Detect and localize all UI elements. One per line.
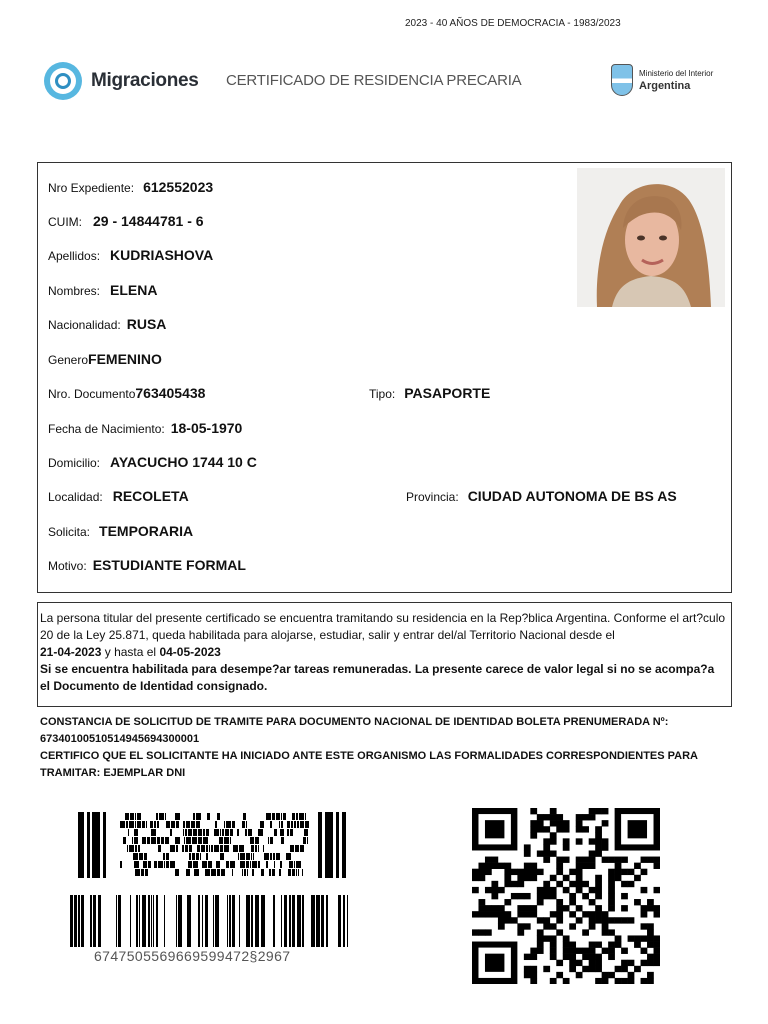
cuim-value: 29 - 14844781 - 6 (93, 213, 204, 229)
provincia-label: Provincia: (406, 490, 459, 504)
motivo-label: Motivo: (48, 559, 87, 573)
notice-bold: Si se encuentra habilitada para desempe?ar tareas remuneradas. La presente carece de valor legal si no se acompa?a el Documento de Identidad consignado. (40, 662, 715, 693)
solicita-label: Solicita: (48, 525, 91, 539)
genero-label: Genero (48, 353, 89, 367)
notice-until: y hasta el (104, 645, 157, 659)
portrait-photo (577, 168, 725, 307)
documento-label: Nro. Documento (48, 387, 136, 401)
expediente-value: 612552023 (143, 179, 214, 195)
argentina-shield-icon (611, 64, 633, 96)
linear-barcode-icon (70, 895, 352, 947)
apellidos-value: KUDRIASHOVA (110, 247, 214, 263)
apellidos-label: Apellidos: (48, 249, 101, 263)
date-to: 04-05-2023 (159, 645, 221, 659)
field-provincia (406, 488, 677, 504)
constancia-line-2: CERTIFICO QUE EL SOLICITANTE HA INICIADO ANTE ESTE ORGANISMO LAS FORMALIDADES CORRESPONDIENTES PARA TRAMITAR: EJEMPLAR DNI (40, 750, 698, 779)
ministry-country: Argentina (639, 80, 691, 92)
ministry-name: Ministerio del Interior (639, 69, 714, 78)
expediente-label: Nro Expediente: (48, 181, 135, 195)
motivo-value: ESTUDIANTE FORMAL (92, 557, 246, 573)
document-title: CERTIFICADO DE RESIDENCIA PRECARIA (226, 72, 522, 89)
constancia-line-1: CONSTANCIA DE SOLICITUD DE TRAMITE PARA DOCUMENTO NACIONAL DE IDENTIDAD BOLETA PRENUMERADA Nº: (40, 716, 669, 728)
logo-text: Migraciones (91, 70, 199, 91)
nacimiento-label: Fecha de Nacimiento: (48, 422, 165, 436)
cuim-label: CUIM: (48, 215, 82, 229)
nacimiento-value: 18-05-1970 (170, 420, 243, 436)
ministry-logo (611, 64, 713, 96)
field-genero (48, 351, 162, 367)
field-apellidos (48, 247, 213, 263)
nacionalidad-label: Nacionalidad: (48, 318, 121, 332)
qr-code-icon (472, 808, 660, 984)
field-nombres (48, 282, 157, 298)
barcode-icon (78, 812, 346, 878)
tipo-value: PASAPORTE (404, 385, 491, 401)
migraciones-logo (44, 62, 199, 100)
field-tipo (369, 385, 490, 401)
notice-body: La persona titular del presente certificado se encuentra tramitando su residencia en la Rep?blica Argentina. Conforme el art?culo 20 de la Ley 25.871, queda habilitada para alojarse, estudiar, salir y entrar del/al Territorio Nacional desde el (40, 611, 726, 642)
constancia-number: 67340100510514945694300001 (40, 733, 200, 745)
localidad-label: Localidad: (48, 490, 103, 504)
notice-text (40, 610, 726, 695)
barcode-caption: 6747505569669599472§2967 (94, 948, 291, 964)
field-localidad (48, 488, 189, 504)
field-solicita (48, 523, 193, 539)
field-documento (48, 385, 205, 401)
field-domicilio (48, 454, 257, 470)
field-motivo (48, 557, 246, 573)
date-from: 21-04-2023 (40, 645, 102, 659)
documento-value: 763405438 (135, 385, 206, 401)
migraciones-logo-icon (44, 62, 82, 100)
provincia-value: CIUDAD AUTONOMA DE BS AS (467, 488, 677, 504)
localidad-value: RECOLETA (112, 488, 189, 504)
nombres-value: ELENA (110, 282, 158, 298)
tipo-label: Tipo: (369, 387, 396, 401)
field-nacionalidad (48, 316, 166, 332)
field-cuim (48, 213, 204, 229)
field-expediente (48, 179, 213, 195)
commemorative-header: 2023 - 40 AÑOS DE DEMOCRACIA - 1983/2023 (405, 18, 621, 29)
constancia-text (40, 714, 730, 782)
nacionalidad-value: RUSA (126, 316, 167, 332)
nombres-label: Nombres: (48, 284, 101, 298)
genero-value: FEMENINO (88, 351, 162, 367)
solicita-value: TEMPORARIA (99, 523, 194, 539)
field-nacimiento (48, 420, 242, 436)
domicilio-value: AYACUCHO 1744 10 C (110, 454, 257, 470)
domicilio-label: Domicilio: (48, 456, 101, 470)
